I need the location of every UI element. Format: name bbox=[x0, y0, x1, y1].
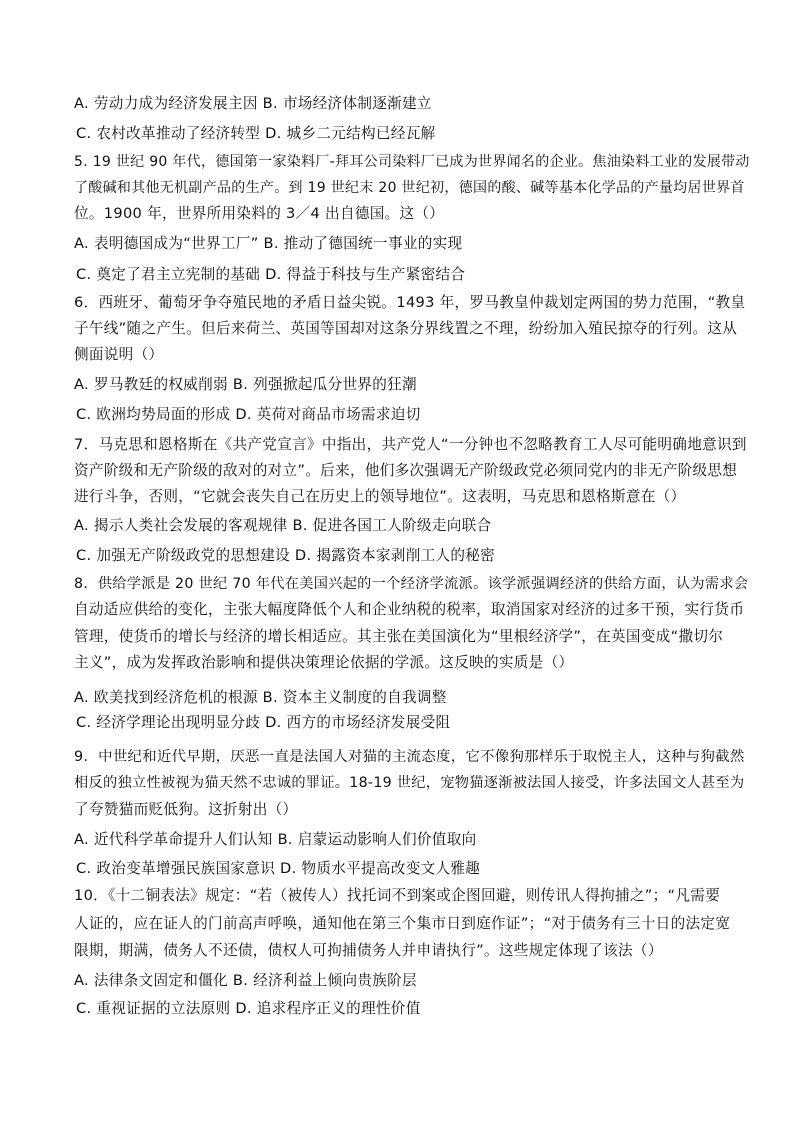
question-10-options-cd: C. 重视证据的立法原则 D. 追求程序正义的理性价值 bbox=[76, 1000, 421, 1017]
question-6-line-1: 6．西班牙、葡萄牙争夺殖民地的矛盾日益尖锐。1493 年，罗马教皇仲裁划定两国的势力范围，“教皇 bbox=[74, 294, 746, 311]
question-9-options-cd: C. 政治变革增强民族国家意识 D. 物质水平提高改变文人雅趣 bbox=[76, 860, 481, 877]
question-9-line-2: 相反的独立性被视为猫天然不忠诚的罪证。18-19 世纪，宠物猫逐渐被法国人接受，许多法国文人甚至为 bbox=[74, 775, 745, 791]
question-9-line-3: 了夸赞猫而贬低狗。这折射出（） bbox=[74, 801, 298, 818]
question-5-line-1: 5. 19 世纪 90 年代，德国第一家染料厂-拜耳公司染料厂已成为世界闻名的企业。焦油染料工业的发展带动 bbox=[74, 154, 750, 170]
question-7-line-3: 进行斗争，否则，“它就会丧失自己在历史上的领导地位”。这表明，马克思和恩格斯意在（） bbox=[74, 488, 686, 505]
question-8-line-2: 自动适应供给的变化，主张大幅度降低个人和企业纳税的税率，取消国家对经济的过多干预，实行货币 bbox=[74, 601, 745, 618]
question-7-line-1: 7．马克思和恩格斯在《共产党宣言》中指出，共产党人“一分钟也不忽略教育工人尽可能明确地意识到 bbox=[74, 436, 747, 453]
question-8-options-ab: A. 欧美找到经济危机的根源 B. 资本主义制度的自我调整 bbox=[74, 689, 447, 706]
question-8-line-4: 主义”，成为发挥政治影响和提供决策理论依据的学派。这反映的实质是（） bbox=[74, 654, 574, 671]
question-9-options-ab: A. 近代科学革命提升人们认知 B. 启蒙运动影响人们价值取向 bbox=[74, 831, 477, 848]
question-10-line-1: 10．《十二铜表法》规定：“若（被传人）找托词不到案或企图回避，则传讯人得拘捕之”；“凡需要 bbox=[74, 887, 721, 904]
question-7-options-ab: A. 揭示人类社会发展的客观规律 B. 促进各国工人阶级走向联合 bbox=[74, 517, 492, 534]
question-10-line-2: 人证的，应在证人的门前高声呼唤，通知他在第三个集市日到庭作证”；“对于债务有三十日的法定宽 bbox=[74, 915, 731, 932]
question-4-options-ab: A. 劳动力成为经济发展主因 B. 市场经济体制逐渐建立 bbox=[74, 95, 432, 112]
question-6-line-3: 侧面说明（） bbox=[74, 346, 164, 363]
question-6-options-ab: A. 罗马教廷的权威削弱 B. 列强掀起瓜分世界的狂潮 bbox=[74, 376, 417, 393]
question-5-options-cd: C. 奠定了君主立宪制的基础 D. 得益于科技与生产紧密结合 bbox=[76, 266, 466, 283]
question-6-line-2: 子午线”随之产生。但后来荷兰、英国等国却对这条分界线置之不理，纷纷加入殖民掠夺的行列。这从 bbox=[74, 320, 738, 337]
question-7-line-2: 资产阶级和无产阶级的敌对的对立”。后来，他们多次强调无产阶级政党必须同党内的非无产阶级思想 bbox=[74, 462, 738, 479]
question-5-options-ab: A. 表明德国成为“世界工厂” B. 推动了德国统一事业的实现 bbox=[74, 235, 463, 252]
question-5-line-2: 了酸碱和其他无机副产品的生产。到 19 世纪末 20 世纪初，德国的酸、碱等基本化学品的产量均居世界首 bbox=[74, 180, 745, 196]
question-8-line-3: 管理，使货币的增长与经济的增长相适应。其主张在美国演化为“里根经济学”，在英国变成“撒切尔 bbox=[74, 628, 724, 645]
question-8-line-1: 8．供给学派是 20 世纪 70 年代在美国兴起的一个经济学流派。该学派强调经济的供给方面，认为需求会 bbox=[74, 576, 749, 592]
question-10-line-3: 限期，期满，债务人不还债，债权人可拘捕债务人并申请执行”。这些规定体现了该法（） bbox=[74, 942, 663, 959]
question-5-line-3: 位。1900 年，世界所用染料的 3／4 出自德国。这（） bbox=[74, 205, 445, 222]
question-9-line-1: 9．中世纪和近代早期，厌恶一直是法国人对猫的主流态度，它不像狗那样乐于取悦主人，这种与狗截然 bbox=[74, 749, 745, 765]
question-6-options-cd: C. 欧洲均势局面的形成 D. 英荷对商品市场需求迫切 bbox=[76, 406, 421, 423]
question-4-options-cd: C. 农村改革推动了经济转型 D. 城乡二元结构已经瓦解 bbox=[76, 125, 436, 142]
question-7-options-cd: C. 加强无产阶级政党的思想建设 D. 揭露资本家剥削工人的秘密 bbox=[76, 547, 496, 564]
question-10-options-ab: A. 法律条文固定和僵化 B. 经济利益上倾向贵族阶层 bbox=[74, 972, 417, 989]
question-8-options-cd: C. 经济学理论出现明显分歧 D. 西方的市场经济发展受阻 bbox=[76, 714, 451, 731]
